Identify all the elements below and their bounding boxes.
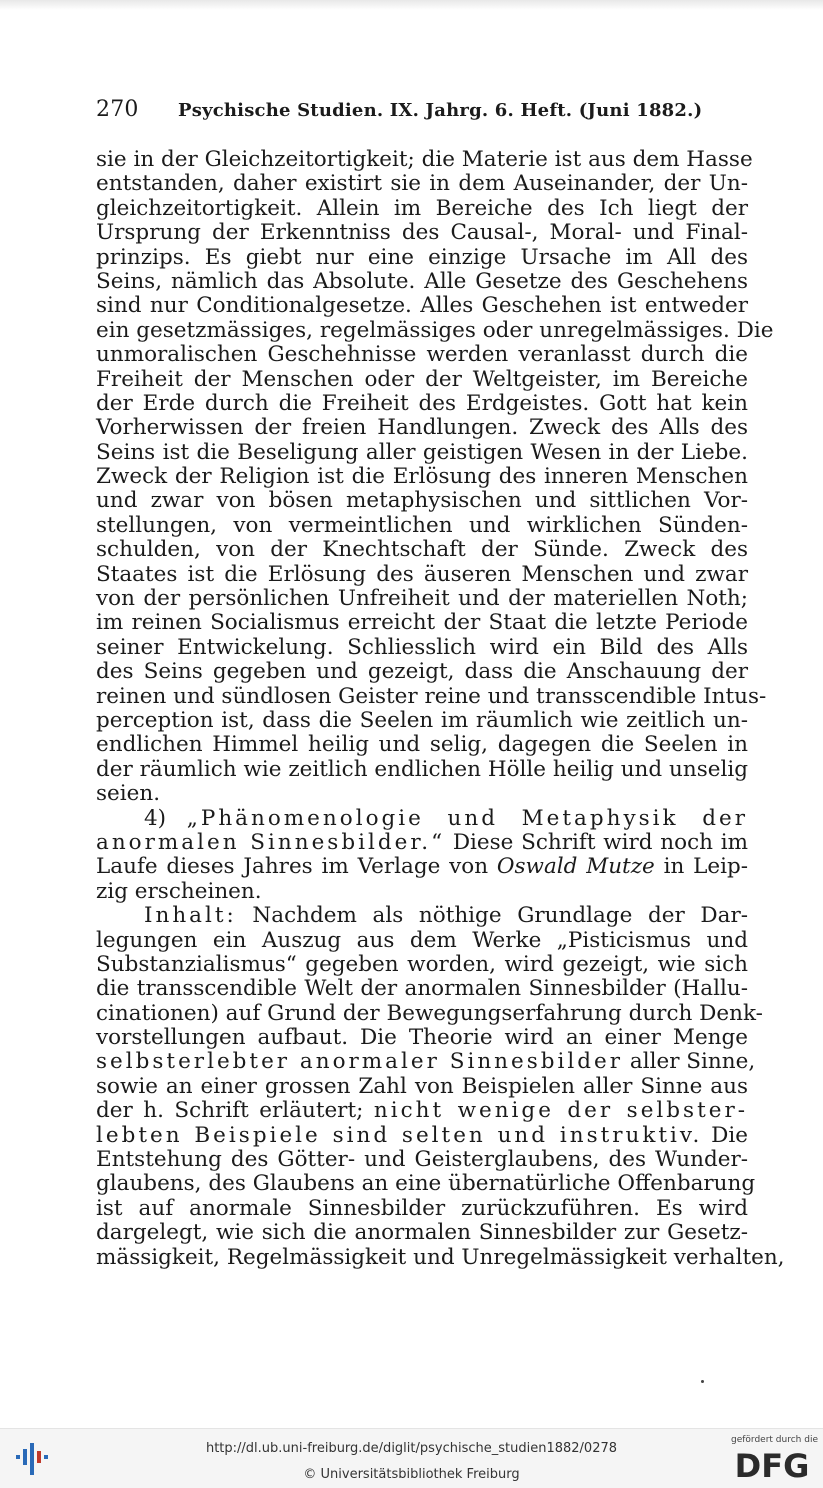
spaced-text: nicht wenige der selbster- bbox=[373, 1098, 748, 1124]
text-span: Diese Schrift wird noch im bbox=[445, 829, 748, 855]
text-line: gleichzeitortigkeit. Allein im Bereiche des Ich liegt der bbox=[96, 195, 748, 221]
page-body bbox=[96, 147, 785, 1270]
text-line: ist auf anormale Sinnesbilder zurückzuführen. Es wird bbox=[96, 1195, 748, 1221]
text-line: glaubens, des Glaubens an eine übernatürliche Offenbarung bbox=[96, 1171, 756, 1197]
text-line: zig erscheinen. bbox=[96, 878, 262, 904]
text-line bbox=[96, 1099, 748, 1123]
text-span: in Leip- bbox=[654, 854, 749, 880]
text-span: Nachdem als nöthige Grundlage der Dar- bbox=[236, 903, 748, 929]
text-line: unmoralischen Geschehnisse werden veranlasst durch die bbox=[96, 342, 748, 368]
text-line: sie in der Gleichzeitortigkeit; die Materie ist aus dem Hasse bbox=[96, 147, 753, 172]
permalink-url[interactable]: http://dl.ub.uni-freiburg.de/diglit/psychische_studien1882/0278 bbox=[205, 1441, 618, 1456]
text-line: Zweck der Religion ist die Erlösung des inneren Menschen bbox=[96, 464, 748, 490]
text-line: stellungen, von vermeintlichen und wirklichen Sünden- bbox=[96, 512, 748, 538]
copyright-notice: © Universitätsbibliothek Freiburg bbox=[303, 1467, 520, 1482]
text-line: cinationen) auf Grund der Bewegungserfahrung durch Denk- bbox=[96, 1000, 763, 1026]
text-line: sind nur Conditionalgesetze. Alles Geschehen ist entweder bbox=[96, 293, 748, 319]
journal-title: Psychische Studien. IX. Jahrg. 6. Heft. (Juni 1882.) bbox=[178, 100, 703, 121]
text-span: Laufe dieses Jahres im Verlage von bbox=[96, 854, 497, 880]
text-line: mässigkeit, Regelmässigkeit und Unregelmässigkeit verhalten, bbox=[96, 1244, 785, 1270]
text-span: der h. Schrift erläutert; bbox=[96, 1098, 374, 1124]
text-line: Seins, nämlich das Absolute. Alle Gesetze des Geschehens bbox=[96, 268, 748, 294]
text-line bbox=[96, 1124, 748, 1148]
scan-speck bbox=[701, 1380, 704, 1383]
viewer-footer bbox=[0, 1428, 823, 1488]
text-line: vorstellungen aufbaut. Die Theorie wird an einer Menge bbox=[96, 1025, 748, 1051]
scan-edge bbox=[0, 0, 823, 10]
book-title: „Phänomenologie und Metaphysik der bbox=[186, 805, 748, 831]
text-line: schulden, von der Knechtschaft der Sünde. Zweck des bbox=[96, 537, 748, 563]
text-line bbox=[96, 807, 748, 831]
text-line: von der persönlichen Unfreiheit und der materiellen Noth; bbox=[96, 586, 748, 612]
text-line: entstanden, daher existirt sie in dem Auseinander, der Un- bbox=[96, 171, 748, 197]
text-line: im reinen Socialismus erreicht der Staat die letzte Periode bbox=[96, 610, 748, 636]
item-number: 4) bbox=[144, 805, 187, 831]
spaced-text: selbsterlebter anormaler Sinnesbilder bbox=[96, 1049, 624, 1075]
text-line: perception ist, dass die Seelen im räumlich wie zeitlich un- bbox=[96, 707, 748, 733]
text-span: Die bbox=[702, 1122, 748, 1148]
text-line: endlichen Himmel heilig und selig, dagegen die Seelen in bbox=[96, 732, 748, 758]
text-line bbox=[96, 904, 748, 928]
text-line bbox=[96, 1049, 756, 1075]
running-header bbox=[96, 97, 748, 127]
text-line: prinzips. Es giebt nur eine einzige Ursache im All des bbox=[96, 244, 748, 270]
text-span: aller Sinne, bbox=[623, 1049, 756, 1075]
text-line bbox=[96, 831, 748, 855]
text-line: die transscendible Welt der anormalen Sinnesbilder (Hallu- bbox=[96, 976, 748, 1002]
dfg-logo-text: DFG bbox=[734, 1447, 810, 1481]
text-line: dargelegt, wie sich die anormalen Sinnesbilder zur Gesetz- bbox=[96, 1220, 748, 1246]
text-line: Entstehung des Götter- und Geisterglaubens, des Wunder- bbox=[96, 1147, 748, 1173]
text-line: der Erde durch die Freiheit des Erdgeistes. Gott hat kein bbox=[96, 390, 748, 416]
page-number: 270 bbox=[96, 97, 139, 122]
spaced-text: lebten Beispiele sind selten und instruktiv. bbox=[96, 1122, 703, 1148]
text-line bbox=[96, 855, 748, 879]
text-line: des Seins gegeben und gezeigt, dass die Anschauung der bbox=[96, 659, 748, 685]
dfg-logo-icon bbox=[728, 1447, 816, 1481]
text-line: Seins ist die Beseligung aller geistigen Wesen in der Liebe. bbox=[96, 439, 748, 465]
text-line: Staates ist die Erlösung des äuseren Menschen und zwar bbox=[96, 561, 748, 587]
text-line: legungen ein Auszug aus dem Werke „Pisticismus und bbox=[96, 927, 748, 953]
text-line: sowie an einer grossen Zahl von Beispielen aller Sinne aus bbox=[96, 1073, 748, 1099]
text-line: ein gesetzmässiges, regelmässiges oder unregelmässiges. Die bbox=[96, 317, 774, 343]
publisher-name: Oswald Mutze bbox=[496, 854, 655, 880]
book-title: anormalen Sinnesbilder.“ bbox=[96, 829, 446, 855]
text-line: reinen und sündlosen Geister reine und transscendible Intus- bbox=[96, 683, 767, 709]
dfg-tagline: gefördert durch die bbox=[731, 1435, 818, 1445]
text-line: seien. bbox=[96, 781, 161, 807]
text-line: Vorherwissen der freien Handlungen. Zweck des Alls des bbox=[96, 415, 748, 441]
text-line: seiner Entwickelung. Schliesslich wird ein Bild des Alls bbox=[96, 634, 748, 660]
text-line: Freiheit der Menschen oder der Weltgeister, im Bereiche bbox=[96, 366, 748, 392]
text-line: Ursprung der Erkenntniss des Causal-, Moral- und Final- bbox=[96, 220, 748, 246]
text-line: und zwar von bösen metaphysischen und sittlichen Vor- bbox=[96, 488, 748, 514]
text-line: Substanzialismus“ gegeben worden, wird gezeigt, wie sich bbox=[96, 951, 748, 977]
text-line: der räumlich wie zeitlich endlichen Hölle heilig und unselig bbox=[96, 756, 748, 782]
inhalt-label: Inhalt: bbox=[144, 903, 237, 929]
paragraph-summary bbox=[96, 147, 774, 807]
